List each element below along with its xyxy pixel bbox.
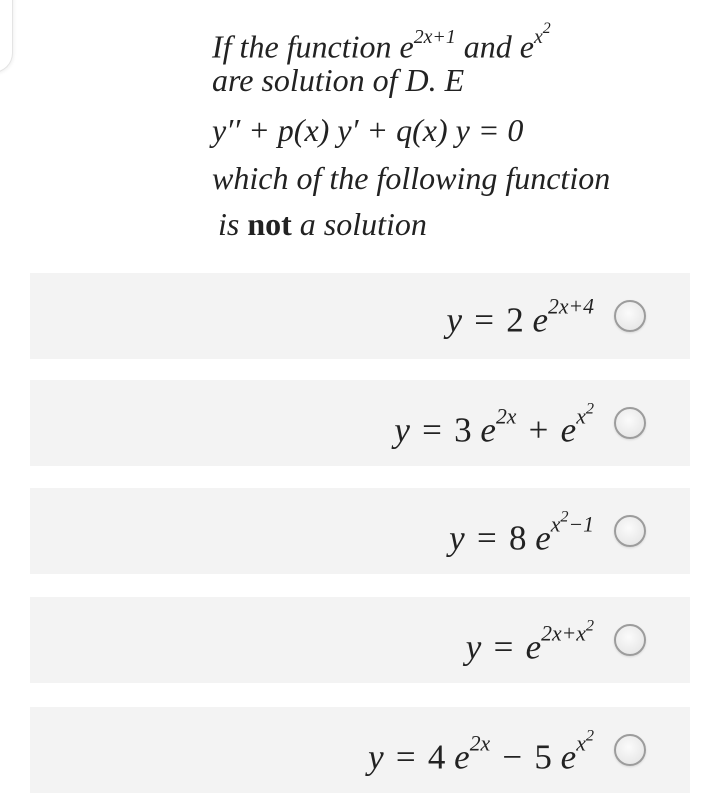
answer-option-2[interactable] [30,380,690,466]
question-text [0,0,720,260]
option-formula: y = 3 $e^{2x} + e^{x^2}$ [394,399,594,450]
option-formula: y = 8 $e^{x^2-1}$ [449,507,594,558]
question-line-1: If the function $e^{2x+1}$ and $e^{x^2}$ [212,20,551,65]
option-radio-button[interactable] [614,734,646,766]
answer-option-5[interactable] [30,707,690,793]
question-line-5: is not a solution [218,206,427,242]
option-formula: y = 4 $e^{2x} - 5$ $e^{x^2}$ [368,726,594,777]
answer-option-3[interactable] [30,488,690,574]
option-radio-button[interactable] [614,300,646,332]
answer-option-1[interactable] [30,273,690,359]
question-line-3: y′′ + p(x) y′ + q(x) y = 0 [212,112,524,148]
answer-option-4[interactable] [30,597,690,683]
option-formula: $y = e^{2x+x^2}$ [465,616,594,667]
option-radio-button[interactable] [614,515,646,547]
question-line-2: are solution of D. E [212,62,465,98]
option-formula: y = 2 $e^{2x+4}$ [446,294,594,340]
option-radio-button[interactable] [614,407,646,439]
option-radio-button[interactable] [614,624,646,656]
question-line-4: which of the following function [212,160,611,196]
